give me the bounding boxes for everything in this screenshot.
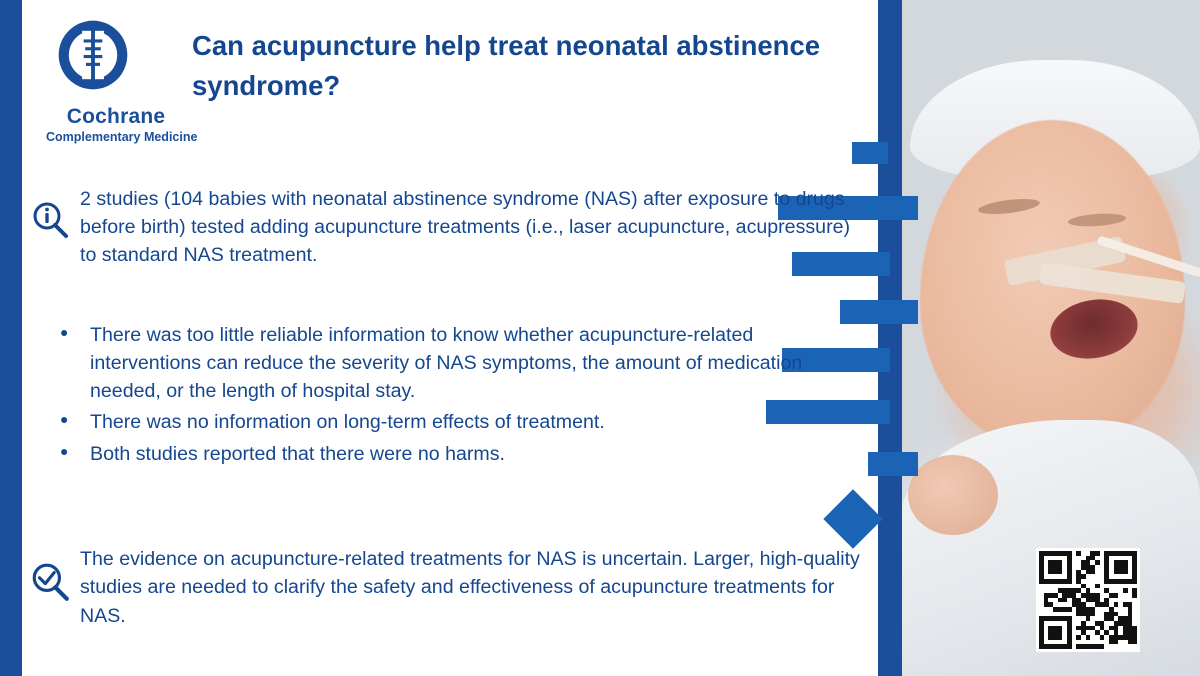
brand-subtitle: Complementary Medicine (46, 130, 198, 144)
info-text-column (80, 186, 860, 269)
decorative-bar-9 (868, 452, 918, 476)
cochrane-logo-icon (54, 16, 132, 94)
qr-code-grid (1039, 551, 1137, 649)
left-accent-bar (0, 0, 22, 676)
decorative-bar-3 (884, 196, 918, 220)
list-item: ● There was too little reliable information to know whether acupuncture-related interventions can reduce the severity of NAS symptoms, the amount of medication needed, or the length of hospital stay. (46, 322, 846, 405)
decorative-bar-5 (840, 300, 890, 324)
magnifier-info-icon (30, 200, 70, 240)
magnifier-check-icon (29, 561, 71, 603)
page-title: Can acupuncture help treat neonatal abstinence syndrome? (192, 30, 821, 101)
info-icon-column (20, 186, 80, 269)
brand-title: Cochrane (66, 105, 166, 128)
decorative-bar-1 (852, 142, 888, 164)
conclusion-text-column (80, 545, 870, 630)
brand-logo (46, 16, 198, 144)
list-item: ● Both studies reported that there were no harms. (46, 441, 846, 469)
info-paragraph: 2 studies (104 babies with neonatal abstinence syndrome (NAS) after exposure to drugs before birth) tested adding acupuncture treatments (i.e., laser acupuncture, acupressure) to standard NAS treatment. (80, 188, 851, 266)
conclusion-paragraph: The evidence on acupuncture-related treatments for NAS is uncertain. Larger, high-quality studies are needed to clarify the safety and effectiveness of acupuncture treatments for NAS. (80, 548, 860, 627)
list-item: ● There was no information on long-term effects of treatment. (46, 409, 846, 437)
key-findings-block (20, 186, 860, 269)
decorative-bar-6 (884, 300, 918, 324)
conclusion-block (20, 545, 870, 630)
findings-bullet-list (46, 322, 846, 473)
divider-column (878, 0, 902, 676)
conclusion-icon-column (20, 545, 80, 630)
decorative-diamond (823, 489, 882, 548)
qr-code[interactable] (1036, 548, 1140, 652)
photo-baby-hand (908, 455, 998, 535)
